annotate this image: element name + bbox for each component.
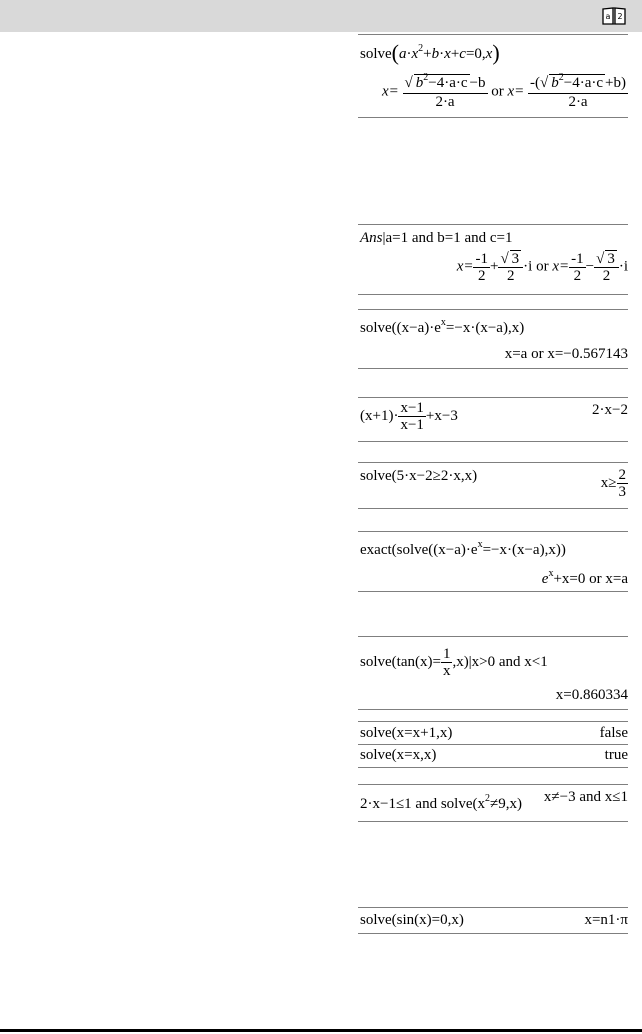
divider xyxy=(358,462,628,463)
result-expression: x=n1·π xyxy=(584,912,628,928)
result-expression: x≥ $\frac{2}{3}$ xyxy=(600,467,626,500)
divider xyxy=(358,933,628,934)
input-expression: $solve((x-a)\cdot e^x=-x\cdot(x-a),x)$ xyxy=(360,317,525,336)
result-expression: true xyxy=(604,747,628,763)
input-expression: $exact(solve((x-a)\cdot e^x=-x\cdot(x-a),x))$ xyxy=(360,539,566,558)
example-solve-inequality xyxy=(358,462,628,510)
divider xyxy=(358,767,628,768)
input-expression: solve(tan(x)= $\frac{1}{x}$ ,x)|x>0 and x<1 xyxy=(360,646,548,679)
result-expression: x= $\frac{√ b^2-4\cdot a\cdot c -b}{2\cdot a}$ or x= $\frac{-(√ b^2-4\cdot a\cdot c +b)}{2\cdot a}$ xyxy=(382,72,626,110)
top-bar xyxy=(0,0,642,32)
example-ans-substitution xyxy=(358,224,628,300)
divider xyxy=(358,117,628,118)
result-expression: $e^x+x=0$ or x=a xyxy=(541,568,628,587)
divider xyxy=(358,309,628,310)
example-solve-exponential xyxy=(358,309,628,371)
input-expression: solve(x=x,x) xyxy=(360,747,437,763)
result-expression: x≠−3 and x≤1 xyxy=(543,789,628,805)
example-solve-tan-constraint xyxy=(358,636,628,712)
divider xyxy=(358,636,628,637)
input-expression: (x+1)· $\frac{x-1}{x-1}$ +x−3 xyxy=(360,400,458,433)
divider xyxy=(358,397,628,398)
divider xyxy=(358,441,628,442)
example-quadratic-solve xyxy=(358,34,628,120)
example-solve-boolean-results xyxy=(358,721,628,769)
divider xyxy=(358,294,628,295)
input-expression: solve(x=x+1,x) xyxy=(360,725,453,741)
result-expression: 2·x−2 xyxy=(592,402,628,418)
divider xyxy=(358,721,628,722)
input-expression: Ans|a=1 and b=1 and c=1 xyxy=(360,230,513,246)
input-expression: solve(sin(x)=0,x) xyxy=(360,912,464,928)
input-expression: 2·x−1≤1 and $solve(x^2\ne 9,x)$ xyxy=(360,793,522,812)
example-solve-sine xyxy=(358,907,628,935)
example-combined-inequality xyxy=(358,784,628,824)
example-simplify-fraction xyxy=(358,397,628,443)
result-expression: x=a or x=−0.567143 xyxy=(504,346,628,362)
svg-text:a: a xyxy=(605,12,611,21)
divider xyxy=(358,591,628,592)
input-expression: solve(5·x−2≥2·x,x) xyxy=(360,468,478,484)
svg-text:2: 2 xyxy=(617,12,623,21)
input-expression: $solve(a\cdot x^2+b\cdot x+c=0,x)$ xyxy=(360,40,500,65)
divider xyxy=(358,709,628,710)
divider xyxy=(358,744,628,745)
divider xyxy=(358,34,628,35)
divider xyxy=(358,821,628,822)
example-exact-solve xyxy=(358,531,628,593)
divider xyxy=(358,224,628,225)
book-icon xyxy=(601,6,627,26)
divider xyxy=(358,907,628,908)
bottom-rule xyxy=(0,1029,642,1032)
result-expression: false xyxy=(599,725,628,741)
divider xyxy=(358,784,628,785)
divider xyxy=(358,531,628,532)
result-expression: x= $\frac{-1}{2}$ + $\frac{√ 3}{2}$ ·i or x= $\frac{-1}{2}$ − $\frac{√ 3}{2}$ ·i xyxy=(456,250,628,284)
divider xyxy=(358,508,628,509)
divider xyxy=(358,368,628,369)
result-expression: x=0.860334 xyxy=(555,687,628,703)
